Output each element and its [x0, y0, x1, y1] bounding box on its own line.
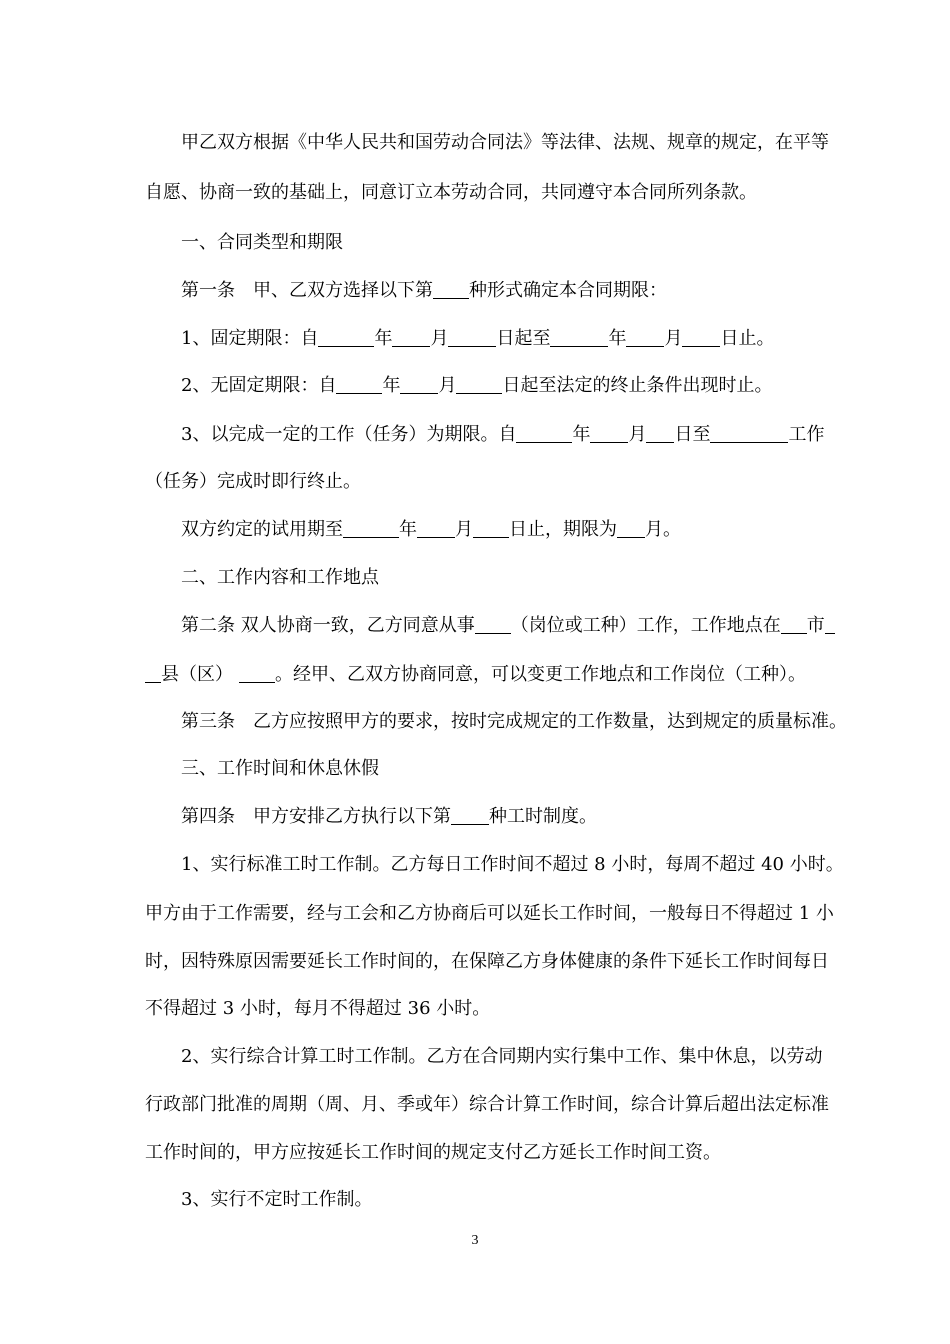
blank-field	[473, 519, 509, 538]
blank-field	[343, 519, 399, 538]
text-segment: 月	[455, 519, 473, 540]
text-segment: 日起至	[496, 328, 551, 349]
paragraph-line: 1、实行标准工时工作制。乙方每日工作时间不超过 8 小时，每周不超过 40 小时。	[181, 854, 844, 875]
text-segment: 年	[374, 328, 393, 349]
blank-field	[239, 664, 275, 683]
paragraph-line: 不得超过 3 小时，每月不得超过 36 小时。	[145, 998, 491, 1019]
text-segment: 月	[430, 328, 449, 349]
blank-field	[451, 806, 489, 825]
blank-field	[825, 615, 835, 634]
text-segment: 双方约定的试用期至	[181, 519, 343, 540]
text-segment: 第二条 双人协商一致，乙方同意从事	[181, 615, 475, 636]
text-segment: 月	[664, 328, 683, 349]
paragraph-line: 2、实行综合计算工时工作制。乙方在合同期内实行集中工作、集中休息，以劳动	[181, 1046, 823, 1067]
blank-field	[475, 615, 511, 634]
paragraph-line: 甲乙双方根据《中华人民共和国劳动合同法》等法律、法规、规章的规定，在平等	[181, 132, 829, 153]
article-4	[181, 805, 881, 829]
text-segment: 1、固定期限：自	[181, 328, 319, 349]
term-option-1	[181, 327, 881, 351]
paragraph-line: 时，因特殊原因需要延长工作时间的，在保障乙方身体健康的条件下延长工作时间每日	[145, 951, 829, 972]
text-segment: 年	[572, 424, 591, 445]
blank-field	[516, 424, 572, 443]
text-segment: （岗位或工种）工作，工作地点在	[510, 615, 781, 636]
text-segment: 年	[382, 375, 401, 396]
blank-field	[590, 424, 628, 443]
blank-field	[433, 280, 469, 299]
blank-field	[682, 328, 720, 347]
paragraph-line: 甲方由于工作需要，经与工会和乙方协商后可以延长工作时间，一般每日不得超过 1 小	[145, 903, 834, 924]
text-segment: 种工时制度。	[489, 806, 597, 827]
text-segment: 市	[806, 615, 825, 636]
term-option-3	[181, 423, 881, 447]
term-option-3-cont: （任务）完成时即行终止。	[145, 471, 361, 492]
text-segment: 2、无固定期限：自	[181, 375, 337, 396]
blank-field	[145, 664, 161, 683]
blank-field	[417, 519, 455, 538]
paragraph-line: 自愿、协商一致的基础上，同意订立本劳动合同，共同遵守本合同所列条款。	[145, 182, 757, 203]
text-segment: 日至	[674, 424, 711, 445]
text-segment: 月	[438, 375, 457, 396]
text-segment: 3、以完成一定的工作（任务）为期限。自	[181, 424, 517, 445]
section-heading: 二、工作内容和工作地点	[181, 567, 379, 588]
blank-field	[646, 424, 674, 443]
blank-field	[626, 328, 664, 347]
blank-field	[400, 375, 438, 394]
text-segment: 年	[399, 519, 417, 540]
article-2	[181, 614, 881, 638]
page-number: 3	[471, 1233, 479, 1248]
blank-field	[336, 375, 382, 394]
term-option-2	[181, 374, 881, 398]
text-segment: 日止。	[720, 328, 775, 349]
paragraph-line: 3、实行不定时工作制。	[181, 1189, 373, 1210]
article-2-cont	[145, 663, 905, 687]
text-segment: 年	[608, 328, 627, 349]
section-heading: 三、工作时间和休息休假	[181, 758, 379, 779]
blank-field	[318, 328, 374, 347]
text-segment: 县（区）	[161, 664, 233, 685]
text-segment: 月。	[645, 519, 681, 540]
text-segment: 种形式确定本合同期限：	[469, 280, 667, 301]
probation-period	[181, 518, 881, 542]
article-1	[181, 279, 881, 303]
blank-field	[781, 615, 807, 634]
blank-field	[456, 375, 502, 394]
text-segment: 第一条 甲、乙双方选择以下第	[181, 280, 433, 301]
text-segment: 日起至法定的终止条件出现时止。	[502, 375, 773, 396]
text-segment: 月	[628, 424, 647, 445]
text-segment: 工作	[788, 424, 825, 445]
text-segment: 。经甲、乙双方协商同意，可以变更工作地点和工作岗位（工种）。	[275, 664, 806, 685]
paragraph-line: 行政部门批准的周期（周、月、季或年）综合计算工作时间，综合计算后超出法定标准	[145, 1094, 829, 1115]
blank-field	[617, 519, 645, 538]
blank-field	[392, 328, 430, 347]
text-segment: 第四条 甲方安排乙方执行以下第	[181, 806, 451, 827]
article-3: 第三条 乙方应按照甲方的要求，按时完成规定的工作数量，达到规定的质量标准。	[181, 711, 847, 732]
blank-field	[710, 424, 788, 443]
blank-field	[448, 328, 496, 347]
blank-field	[550, 328, 608, 347]
section-heading: 一、合同类型和期限	[181, 232, 343, 253]
paragraph-line: 工作时间的，甲方应按延长工作时间的规定支付乙方延长工作时间工资。	[145, 1142, 721, 1163]
text-segment: 日止，期限为	[509, 519, 617, 540]
